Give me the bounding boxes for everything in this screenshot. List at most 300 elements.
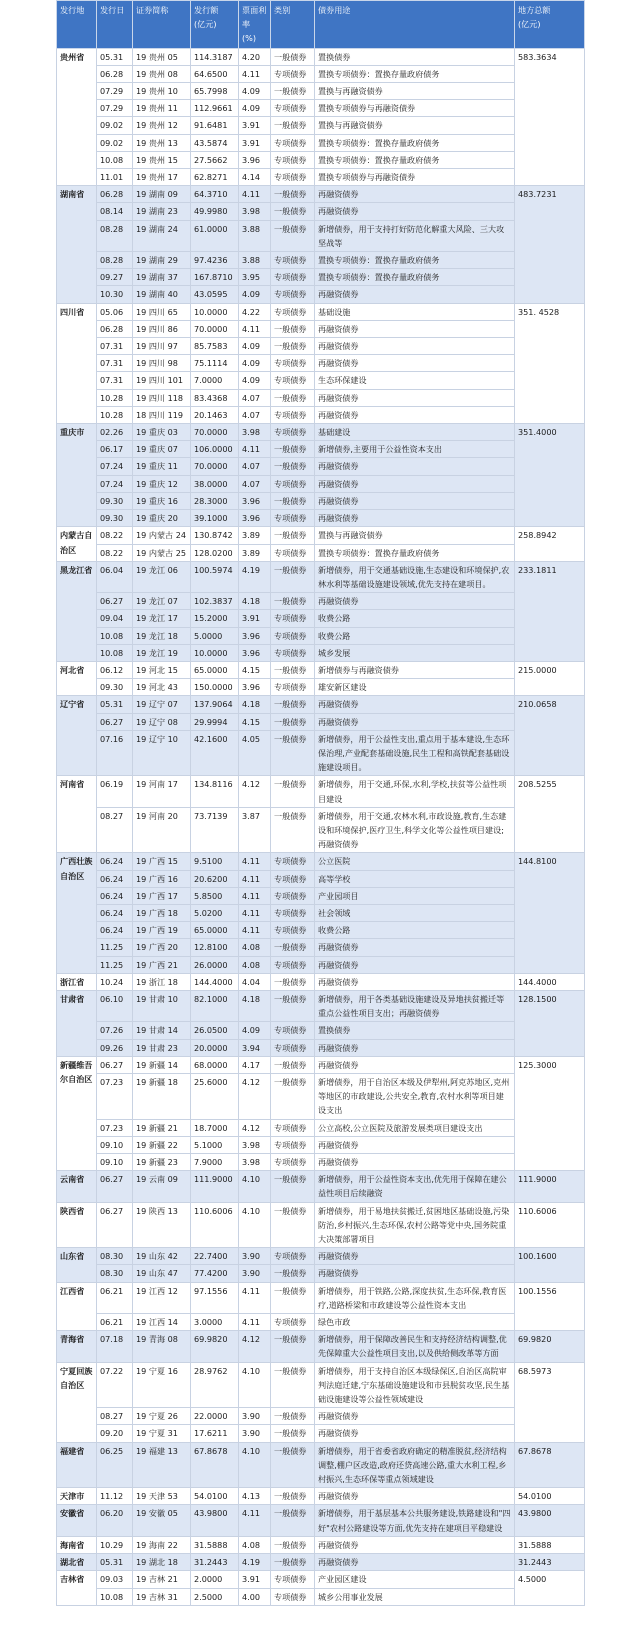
security-name-cell: 19 山东 47: [133, 1265, 191, 1282]
coupon-rate-cell: 4.18: [239, 990, 271, 1021]
table-row: [57, 922, 585, 939]
issuer-cell: 宁夏回族自治区: [57, 1362, 97, 1442]
purpose-cell: 绿色市政: [315, 1314, 515, 1331]
coupon-rate-cell: 4.04: [239, 973, 271, 990]
coupon-rate-cell: 4.13: [239, 1488, 271, 1505]
purpose-cell: 新增债券，用于保障改善民生和支持经济结构调整,优先保障重大公益性项目支出,以及供给侧改革等方面: [315, 1331, 515, 1362]
issuer-cell: 江西省: [57, 1282, 97, 1331]
regional-total-cell: 215.0000: [515, 661, 585, 695]
table-row: [57, 713, 585, 730]
security-name-cell: 19 广西 19: [133, 922, 191, 939]
issue-date-cell: 06.27: [97, 1171, 133, 1202]
security-name-cell: 19 海南 22: [133, 1536, 191, 1553]
regional-total-cell: 69.9820: [515, 1331, 585, 1362]
issue-date-cell: 06.28: [97, 186, 133, 203]
coupon-rate-cell: 3.96: [239, 644, 271, 661]
coupon-rate-cell: 4.07: [239, 475, 271, 492]
category-cell: 专项债券: [271, 627, 315, 644]
category-cell: 一般债券: [271, 1362, 315, 1408]
purpose-cell: 新增债券，用于铁路,公路,深度扶贫,生态环保,教育医疗,道路桥梁和市政建设等公益性资本支出: [315, 1282, 515, 1313]
security-name-cell: 19 内蒙古 24: [133, 527, 191, 544]
category-cell: 一般债券: [271, 1056, 315, 1073]
security-name-cell: 19 湖南 24: [133, 220, 191, 251]
security-name-cell: 19 新疆 18: [133, 1074, 191, 1120]
security-name-cell: 19 广西 16: [133, 870, 191, 887]
coupon-rate-cell: 4.10: [239, 1171, 271, 1202]
table-row: [57, 1442, 585, 1488]
security-name-cell: 19 湖北 18: [133, 1554, 191, 1571]
purpose-cell: 再融资债券: [315, 338, 515, 355]
security-name-cell: 19 新疆 22: [133, 1136, 191, 1153]
table-row: [57, 1408, 585, 1425]
table-row: [57, 424, 585, 441]
issue-date-cell: 06.19: [97, 776, 133, 807]
issue-amount-cell: 18.7000: [191, 1119, 239, 1136]
coupon-rate-cell: 3.96: [239, 627, 271, 644]
regional-total-cell: 210.0658: [515, 696, 585, 776]
issue-amount-cell: 150.0000: [191, 679, 239, 696]
issue-amount-cell: 73.7139: [191, 807, 239, 853]
issuer-cell: 湖北省: [57, 1554, 97, 1571]
purpose-cell: 置换债券: [315, 1022, 515, 1039]
purpose-cell: 置换债券: [315, 48, 515, 65]
issuer-cell: 黑龙江省: [57, 561, 97, 661]
issue-amount-cell: 29.9994: [191, 713, 239, 730]
issue-date-cell: 11.12: [97, 1488, 133, 1505]
issue-date-cell: 07.31: [97, 355, 133, 372]
issue-date-cell: 10.28: [97, 389, 133, 406]
security-name-cell: 19 四川 118: [133, 389, 191, 406]
purpose-cell: 再融资债券: [315, 696, 515, 713]
table-row: [57, 1074, 585, 1120]
category-cell: 专项债券: [271, 269, 315, 286]
issue-date-cell: 10.08: [97, 644, 133, 661]
purpose-cell: 再融资债券: [315, 593, 515, 610]
security-name-cell: 19 辽宁 07: [133, 696, 191, 713]
coupon-rate-cell: 4.10: [239, 1442, 271, 1488]
category-cell: 一般债券: [271, 48, 315, 65]
regional-total-cell: 4.5000: [515, 1571, 585, 1605]
regional-total-cell: 54.0100: [515, 1488, 585, 1505]
issue-amount-cell: 5.0000: [191, 627, 239, 644]
security-name-cell: 19 安徽 05: [133, 1505, 191, 1536]
security-name-cell: 19 甘肃 23: [133, 1039, 191, 1056]
issue-date-cell: 09.03: [97, 1571, 133, 1588]
coupon-rate-cell: 4.20: [239, 48, 271, 65]
category-cell: 一般债券: [271, 186, 315, 203]
issue-amount-cell: 20.1463: [191, 406, 239, 423]
category-cell: 一般债券: [271, 1171, 315, 1202]
purpose-cell: 再融资债券: [315, 973, 515, 990]
issue-date-cell: 10.28: [97, 406, 133, 423]
issue-amount-cell: 83.4368: [191, 389, 239, 406]
issue-date-cell: 07.24: [97, 475, 133, 492]
security-name-cell: 19 贵州 10: [133, 83, 191, 100]
security-name-cell: 19 四川 97: [133, 338, 191, 355]
purpose-cell: 新增债券，用于支持自治区本级绿保区,自治区高院审判法庭迁建,宁东基础设施建设和市县脱贫攻坚,民生基础设施建设等公益性领域建设: [315, 1362, 515, 1408]
coupon-rate-cell: 3.91: [239, 134, 271, 151]
purpose-cell: 公立医院: [315, 853, 515, 870]
issue-amount-cell: 20.6200: [191, 870, 239, 887]
security-name-cell: 19 贵州 08: [133, 65, 191, 82]
security-name-cell: 19 广西 18: [133, 904, 191, 921]
coupon-rate-cell: 4.11: [239, 1282, 271, 1313]
category-cell: 专项债券: [271, 372, 315, 389]
issue-amount-cell: 134.8116: [191, 776, 239, 807]
table-row: [57, 1056, 585, 1073]
security-name-cell: 19 龙江 17: [133, 610, 191, 627]
issue-amount-cell: 5.8500: [191, 887, 239, 904]
issue-date-cell: 10.08: [97, 151, 133, 168]
table-body: [57, 48, 585, 1605]
table-row: [57, 1554, 585, 1571]
issue-date-cell: 06.20: [97, 1505, 133, 1536]
issuer-cell: 内蒙古自治区: [57, 527, 97, 561]
issue-amount-cell: 2.0000: [191, 1571, 239, 1588]
table-row: [57, 807, 585, 853]
security-name-cell: 19 重庆 11: [133, 458, 191, 475]
issue-amount-cell: 82.1000: [191, 990, 239, 1021]
issue-date-cell: 09.30: [97, 510, 133, 527]
issue-date-cell: 11.01: [97, 169, 133, 186]
table-row: [57, 544, 585, 561]
security-name-cell: 19 宁夏 31: [133, 1425, 191, 1442]
purpose-cell: 再融资债券: [315, 355, 515, 372]
purpose-cell: 新增债券，用于交通基础设施,生态建设和环境保护,农林水利等基础设施建设领域,优先支持在建项目。: [315, 561, 515, 592]
table-row: [57, 1536, 585, 1553]
coupon-rate-cell: 4.15: [239, 713, 271, 730]
category-cell: 一般债券: [271, 990, 315, 1021]
regional-total-cell: 483.7231: [515, 186, 585, 303]
issue-date-cell: 07.29: [97, 100, 133, 117]
purpose-cell: 再融资债券: [315, 492, 515, 509]
issue-amount-cell: 130.8742: [191, 527, 239, 544]
coupon-rate-cell: 3.98: [239, 424, 271, 441]
coupon-rate-cell: 3.90: [239, 1425, 271, 1442]
header-security-name: 证券简称: [133, 1, 191, 49]
issue-date-cell: 06.21: [97, 1314, 133, 1331]
issue-amount-cell: 91.6481: [191, 117, 239, 134]
coupon-rate-cell: 4.11: [239, 1505, 271, 1536]
category-cell: 专项债券: [271, 1248, 315, 1265]
coupon-rate-cell: 4.12: [239, 1119, 271, 1136]
table-row: [57, 1022, 585, 1039]
issue-amount-cell: 28.3000: [191, 492, 239, 509]
category-cell: 一般债券: [271, 203, 315, 220]
table-row: [57, 870, 585, 887]
coupon-rate-cell: 4.11: [239, 904, 271, 921]
issuer-cell: 海南省: [57, 1536, 97, 1553]
issuer-cell: 湖南省: [57, 186, 97, 303]
issue-amount-cell: 2.5000: [191, 1588, 239, 1605]
purpose-cell: 新增债券，用于支持打好防范化解重大风险、三大攻坚战等: [315, 220, 515, 251]
coupon-rate-cell: 4.09: [239, 100, 271, 117]
purpose-cell: 基础建设: [315, 424, 515, 441]
issuer-cell: 吉林省: [57, 1571, 97, 1605]
issue-amount-cell: 38.0000: [191, 475, 239, 492]
issue-date-cell: 05.06: [97, 303, 133, 320]
issue-date-cell: 07.29: [97, 83, 133, 100]
table-row: [57, 1505, 585, 1536]
table-row: [57, 355, 585, 372]
coupon-rate-cell: 3.91: [239, 610, 271, 627]
purpose-cell: 新增债券，用于交通,农林水利,市政设施,教育,生态建设和环境保护,医疗卫生,科学文化等公益性项目建设;再融资债券: [315, 807, 515, 853]
issue-date-cell: 10.29: [97, 1536, 133, 1553]
purpose-cell: 新增债券，用于省委省政府确定的精准脱贫,经济结构调整,棚户区改造,政府还贷高速公路,重大水利工程,乡村振兴,生态环保等重点领域建设: [315, 1442, 515, 1488]
category-cell: 专项债券: [271, 424, 315, 441]
table-row: [57, 730, 585, 776]
category-cell: 一般债券: [271, 1265, 315, 1282]
table-row: [57, 320, 585, 337]
category-cell: 专项债券: [271, 956, 315, 973]
issue-date-cell: 05.31: [97, 48, 133, 65]
table-row: [57, 593, 585, 610]
purpose-cell: 新增债券，用于基层基本公共服务建设,铁路建设和"四好"农村公路建设等方面,优先支持在建项目平稳建设: [315, 1505, 515, 1536]
category-cell: 一般债券: [271, 1442, 315, 1488]
table-row: [57, 1136, 585, 1153]
coupon-rate-cell: 4.17: [239, 1056, 271, 1073]
issue-date-cell: 08.27: [97, 807, 133, 853]
issuer-cell: 新疆维吾尔自治区: [57, 1056, 97, 1170]
issue-date-cell: 08.28: [97, 220, 133, 251]
category-cell: 一般债券: [271, 661, 315, 678]
table-row: [57, 956, 585, 973]
purpose-cell: 再融资债券: [315, 286, 515, 303]
table-row: [57, 169, 585, 186]
category-cell: 一般债券: [271, 1536, 315, 1553]
issue-date-cell: 07.23: [97, 1074, 133, 1120]
issue-amount-cell: 106.0000: [191, 441, 239, 458]
issuer-cell: 河北省: [57, 661, 97, 695]
category-cell: 一般债券: [271, 1505, 315, 1536]
security-name-cell: 19 贵州 13: [133, 134, 191, 151]
coupon-rate-cell: 4.11: [239, 65, 271, 82]
category-cell: 专项债券: [271, 252, 315, 269]
category-cell: 一般债券: [271, 527, 315, 544]
coupon-rate-cell: 3.98: [239, 1154, 271, 1171]
issue-amount-cell: 54.0100: [191, 1488, 239, 1505]
regional-total-cell: 68.5973: [515, 1362, 585, 1442]
purpose-cell: 雄安新区建设: [315, 679, 515, 696]
security-name-cell: 19 河北 43: [133, 679, 191, 696]
issue-amount-cell: 65.7998: [191, 83, 239, 100]
table-row: [57, 1282, 585, 1313]
issue-amount-cell: 64.3710: [191, 186, 239, 203]
issue-amount-cell: 70.0000: [191, 424, 239, 441]
security-name-cell: 19 福建 13: [133, 1442, 191, 1488]
coupon-rate-cell: 4.09: [239, 338, 271, 355]
table-row: [57, 1362, 585, 1408]
security-name-cell: 19 甘肃 10: [133, 990, 191, 1021]
security-name-cell: 19 宁夏 26: [133, 1408, 191, 1425]
issuer-cell: 甘肃省: [57, 990, 97, 1056]
issue-amount-cell: 62.8271: [191, 169, 239, 186]
issue-amount-cell: 75.1114: [191, 355, 239, 372]
issue-amount-cell: 12.8100: [191, 939, 239, 956]
coupon-rate-cell: 4.07: [239, 389, 271, 406]
table-row: [57, 627, 585, 644]
security-name-cell: 19 重庆 12: [133, 475, 191, 492]
issue-amount-cell: 5.1000: [191, 1136, 239, 1153]
category-cell: 专项债券: [271, 679, 315, 696]
coupon-rate-cell: 3.98: [239, 1136, 271, 1153]
regional-total-cell: 258.8942: [515, 527, 585, 561]
security-name-cell: 19 四川 86: [133, 320, 191, 337]
purpose-cell: 社会领域: [315, 904, 515, 921]
security-name-cell: 19 内蒙古 25: [133, 544, 191, 561]
table-row: [57, 286, 585, 303]
purpose-cell: 再融资债券: [315, 389, 515, 406]
category-cell: 一般债券: [271, 441, 315, 458]
coupon-rate-cell: 3.96: [239, 492, 271, 509]
purpose-cell: 置换专项债券与再融资债券: [315, 100, 515, 117]
issue-amount-cell: 128.0200: [191, 544, 239, 561]
regional-total-cell: 100.1600: [515, 1248, 585, 1282]
coupon-rate-cell: 4.11: [239, 853, 271, 870]
issuer-cell: 四川省: [57, 303, 97, 423]
coupon-rate-cell: 3.96: [239, 510, 271, 527]
issue-date-cell: 06.24: [97, 887, 133, 904]
regional-total-cell: 208.5255: [515, 776, 585, 853]
issue-date-cell: 06.27: [97, 1202, 133, 1248]
issue-date-cell: 07.23: [97, 1119, 133, 1136]
issue-amount-cell: 28.9762: [191, 1362, 239, 1408]
category-cell: 一般债券: [271, 458, 315, 475]
security-name-cell: 19 吉林 31: [133, 1588, 191, 1605]
security-name-cell: 19 辽宁 08: [133, 713, 191, 730]
issue-amount-cell: 42.1600: [191, 730, 239, 776]
issue-amount-cell: 10.0000: [191, 303, 239, 320]
issue-amount-cell: 22.7400: [191, 1248, 239, 1265]
purpose-cell: 生态环保建设: [315, 372, 515, 389]
header-bond-purpose: 债券用途: [315, 1, 515, 49]
table-row: [57, 679, 585, 696]
issue-amount-cell: 65.0000: [191, 661, 239, 678]
issue-date-cell: 09.20: [97, 1425, 133, 1442]
purpose-cell: 再融资债券: [315, 939, 515, 956]
security-name-cell: 19 青海 08: [133, 1331, 191, 1362]
issue-date-cell: 07.31: [97, 372, 133, 389]
issue-date-cell: 06.27: [97, 1056, 133, 1073]
security-name-cell: 19 龙江 19: [133, 644, 191, 661]
issuer-cell: 安徽省: [57, 1505, 97, 1536]
issue-date-cell: 09.10: [97, 1136, 133, 1153]
purpose-cell: 置换与再融资债券: [315, 527, 515, 544]
table-row: [57, 939, 585, 956]
security-name-cell: 19 浙江 18: [133, 973, 191, 990]
security-name-cell: 19 湖南 40: [133, 286, 191, 303]
regional-total-cell: 31.2443: [515, 1554, 585, 1571]
category-cell: 专项债券: [271, 870, 315, 887]
purpose-cell: 再融资债券: [315, 1056, 515, 1073]
table-row: [57, 1171, 585, 1202]
issue-amount-cell: 64.6500: [191, 65, 239, 82]
security-name-cell: 19 江西 14: [133, 1314, 191, 1331]
purpose-cell: 置换专项债券：置换存量政府债务: [315, 134, 515, 151]
category-cell: 一般债券: [271, 1074, 315, 1120]
security-name-cell: 19 河南 17: [133, 776, 191, 807]
coupon-rate-cell: 3.96: [239, 679, 271, 696]
table-row: [57, 561, 585, 592]
coupon-rate-cell: 4.12: [239, 1331, 271, 1362]
coupon-rate-cell: 3.98: [239, 203, 271, 220]
purpose-cell: 再融资债券: [315, 1136, 515, 1153]
purpose-cell: 城乡发展: [315, 644, 515, 661]
purpose-cell: 新增债券，用于公益性支出,重点用于基本建设,生态环保治理,产业配套基础设施,民生工程和高铁配套基础设施建设项目。: [315, 730, 515, 776]
category-cell: 一般债券: [271, 117, 315, 134]
regional-total-cell: 111.9000: [515, 1171, 585, 1202]
coupon-rate-cell: 4.07: [239, 406, 271, 423]
table-row: [57, 1248, 585, 1265]
table-row: [57, 475, 585, 492]
category-cell: 一般债券: [271, 83, 315, 100]
security-name-cell: 19 重庆 16: [133, 492, 191, 509]
purpose-cell: 再融资债券: [315, 1488, 515, 1505]
category-cell: 专项债券: [271, 1154, 315, 1171]
coupon-rate-cell: 3.91: [239, 117, 271, 134]
table-row: [57, 303, 585, 320]
issue-date-cell: 06.21: [97, 1282, 133, 1313]
issue-date-cell: 09.02: [97, 134, 133, 151]
table-row: [57, 1425, 585, 1442]
category-cell: 专项债券: [271, 151, 315, 168]
category-cell: 专项债券: [271, 1588, 315, 1605]
table-row: [57, 610, 585, 627]
purpose-cell: 再融资债券: [315, 406, 515, 423]
category-cell: 专项债券: [271, 303, 315, 320]
category-cell: 专项债券: [271, 922, 315, 939]
category-cell: 专项债券: [271, 1022, 315, 1039]
issue-amount-cell: 27.5662: [191, 151, 239, 168]
issue-date-cell: 02.26: [97, 424, 133, 441]
table-row: [57, 1119, 585, 1136]
issuer-cell: 福建省: [57, 1442, 97, 1488]
category-cell: 专项债券: [271, 1119, 315, 1136]
category-cell: 专项债券: [271, 286, 315, 303]
purpose-cell: 新增债券，用于易地扶贫搬迁,贫困地区基础设施,污染防治,乡村振兴,生态环保,农村公路等党中央,国务院重大决策部署项目: [315, 1202, 515, 1248]
purpose-cell: 再融资债券: [315, 1039, 515, 1056]
issue-amount-cell: 69.9820: [191, 1331, 239, 1362]
coupon-rate-cell: 4.09: [239, 355, 271, 372]
coupon-rate-cell: 4.18: [239, 593, 271, 610]
issue-amount-cell: 22.0000: [191, 1408, 239, 1425]
table-row: [57, 1314, 585, 1331]
coupon-rate-cell: 4.08: [239, 956, 271, 973]
purpose-cell: 再融资债券: [315, 186, 515, 203]
issue-date-cell: 07.31: [97, 338, 133, 355]
table-row: [57, 269, 585, 286]
security-name-cell: 19 四川 65: [133, 303, 191, 320]
issuer-cell: 重庆市: [57, 424, 97, 527]
purpose-cell: 再融资债券: [315, 713, 515, 730]
coupon-rate-cell: 4.08: [239, 939, 271, 956]
security-name-cell: 19 吉林 21: [133, 1571, 191, 1588]
category-cell: 一般债券: [271, 730, 315, 776]
purpose-cell: 收费公路: [315, 922, 515, 939]
issue-date-cell: 08.30: [97, 1265, 133, 1282]
issue-date-cell: 05.31: [97, 696, 133, 713]
issue-date-cell: 06.28: [97, 65, 133, 82]
issue-amount-cell: 9.5100: [191, 853, 239, 870]
issue-amount-cell: 31.2443: [191, 1554, 239, 1571]
category-cell: 一般债券: [271, 1282, 315, 1313]
coupon-rate-cell: 4.12: [239, 776, 271, 807]
coupon-rate-cell: 4.05: [239, 730, 271, 776]
category-cell: 一般债券: [271, 1202, 315, 1248]
issue-amount-cell: 114.3187: [191, 48, 239, 65]
issue-date-cell: 10.08: [97, 627, 133, 644]
issuer-cell: 云南省: [57, 1171, 97, 1202]
